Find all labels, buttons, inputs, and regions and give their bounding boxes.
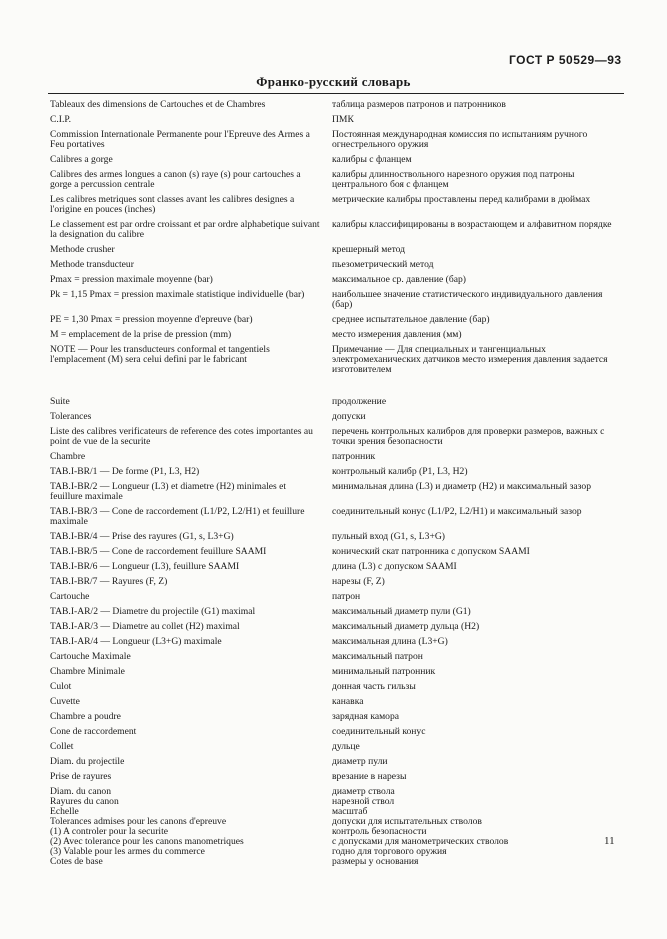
term-fr: Prise de rayures	[50, 771, 112, 782]
term-ru: дульце	[332, 741, 360, 752]
glossary-row	[50, 427, 620, 447]
term-ru: продолжение	[332, 396, 387, 407]
term-ru: патрон	[332, 591, 361, 602]
term-ru: нарезной ствол	[332, 796, 395, 807]
term-ru: максимальное ср. давление (бар)	[332, 274, 466, 285]
term-ru: нарезы (F, Z)	[332, 576, 385, 587]
term-fr: TAB.I-BR/3 — Cone de raccordement (L1/P2, L2/H1) et feuillure maximale	[50, 506, 305, 527]
glossary-row	[50, 742, 620, 752]
term-ru: максимальный патрон	[332, 651, 423, 662]
term-fr: TAB.I-AR/2 — Diametre du projectile (G1) maximal	[50, 606, 256, 617]
term-fr: Tableaux des dimensions de Cartouches et de Chambres	[50, 99, 266, 110]
glossary-row	[50, 100, 620, 110]
term-fr: Cuvette	[50, 696, 80, 707]
glossary-row	[50, 330, 620, 340]
term-fr: Le classement est par ordre croissant et par ordre alphabetique suivant la designation du calibre	[50, 219, 320, 240]
term-fr: TAB.I-BR/4 — Prise des rayures (G1, s, L3+G)	[50, 531, 234, 542]
term-ru: длина (L3) с допуском SAAMI	[332, 561, 457, 572]
glossary-row	[50, 245, 620, 255]
term-fr: Rayures du canon	[50, 796, 119, 807]
term-ru: калибры длинноствольного нарезного оружия под патроны центрального боя с фланцем	[332, 169, 575, 190]
term-ru: минимальный патронник	[332, 666, 436, 677]
glossary-row	[50, 532, 620, 542]
term-fr: Pk = 1,15 Pmax = pression maximale statistique individuelle (bar)	[50, 289, 305, 300]
term-fr: Echelle	[50, 806, 79, 817]
glossary-row	[50, 412, 620, 422]
term-ru: пьезометрический метод	[332, 259, 434, 270]
term-fr: Diam. du canon	[50, 786, 112, 797]
glossary-row	[50, 682, 620, 692]
glossary-row	[50, 397, 620, 407]
term-fr: Les calibres metriques sont classes avant les calibres designes a l'origine en pouces (inches)	[50, 194, 295, 215]
term-ru: конический скат патронника с допуском SAAMI	[332, 546, 530, 557]
term-ru: допуски для испытательных стволов	[332, 816, 482, 827]
glossary-row	[50, 482, 620, 502]
term-fr: Cone de raccordement	[50, 726, 137, 737]
glossary-row	[50, 577, 620, 587]
glossary-row	[50, 622, 620, 632]
term-fr: TAB.I-AR/3 — Diametre au collet (H2) maximal	[50, 621, 240, 632]
term-ru: калибры с фланцем	[332, 154, 412, 165]
glossary-row	[50, 452, 620, 462]
term-ru: место измерения давления (мм)	[332, 329, 462, 340]
term-ru: Постоянная международная комиссия по испытаниям ручного огнестрельного оружия	[332, 129, 588, 150]
term-ru: соединительный конус	[332, 726, 426, 737]
term-fr: Methode crusher	[50, 244, 115, 255]
term-fr: Cartouche Maximale	[50, 651, 131, 662]
glossary-row	[50, 467, 620, 477]
term-fr: (1) A controler pour la securite	[50, 826, 169, 837]
glossary-row	[50, 507, 620, 527]
term-fr: Commission Internationale Permanente pour l'Epreuve des Armes a Feu portatives	[50, 129, 310, 150]
glossary-row	[50, 772, 620, 782]
term-ru: контроль безопасности	[332, 826, 427, 837]
term-ru: максимальная длина (L3+G)	[332, 636, 448, 647]
glossary-row	[50, 115, 620, 125]
term-fr: Chambre Minimale	[50, 666, 125, 677]
term-fr: (3) Valable pour les armes du commerce	[50, 846, 205, 857]
glossary-row	[50, 757, 620, 767]
term-fr: Liste des calibres verificateurs de reference des cotes importantes au point de vue de la securite	[50, 426, 313, 447]
term-fr: Suite	[50, 396, 70, 407]
term-ru: масштаб	[332, 806, 368, 817]
glossary-row	[50, 727, 620, 737]
term-ru: максимальный диаметр пули (G1)	[332, 606, 471, 617]
glossary-row	[50, 155, 620, 165]
term-ru: минимальная длина (L3) и диаметр (H2) и максимальный зазор	[332, 481, 591, 492]
glossary-row	[50, 712, 620, 722]
term-fr: Chambre	[50, 451, 86, 462]
page-number: 11	[604, 835, 615, 847]
term-ru: ПМК	[332, 114, 354, 125]
term-fr: TAB.I-BR/2 — Longueur (L3) et diametre (H2) minimales et feuillure maximale	[50, 481, 287, 502]
term-fr: Collet	[50, 741, 74, 752]
term-fr: C.I.P.	[50, 114, 72, 125]
glossary-row	[50, 562, 620, 572]
term-fr: TAB.I-BR/5 — Cone de raccordement feuillure SAAMI	[50, 546, 267, 557]
term-ru: допуски	[332, 411, 366, 422]
term-fr: Pmax = pression maximale moyenne (bar)	[50, 274, 213, 285]
term-ru: Примечание — Для специальных и тангенциальных электромеханических датчиков место измерения давления задается изготовителем	[332, 344, 608, 375]
glossary-row	[50, 260, 620, 270]
term-fr: TAB.I-BR/6 — Longueur (L3), feuillure SAAMI	[50, 561, 240, 572]
page-title: Франко-русский словарь	[256, 74, 411, 89]
term-ru: канавка	[332, 696, 364, 707]
term-fr: (2) Avec tolerance pour les canons manometriques	[50, 836, 244, 847]
glossary-row	[50, 275, 620, 285]
term-fr: Chambre a poudre	[50, 711, 121, 722]
glossary-row	[50, 697, 620, 707]
term-fr: Tolerances	[50, 411, 92, 422]
term-fr: Cotes de base	[50, 856, 103, 867]
term-ru: таблица размеров патронов и патронников	[332, 99, 506, 110]
glossary-table	[50, 100, 620, 867]
glossary-row	[50, 857, 620, 867]
standard-number: ГОСТ Р 50529—93	[509, 53, 622, 67]
term-fr: Diam. du projectile	[50, 756, 125, 767]
glossary-row	[50, 290, 620, 310]
glossary-row	[50, 195, 620, 215]
glossary-row	[50, 220, 620, 240]
glossary-row	[50, 607, 620, 617]
term-ru: максимальный диаметр дульца (H2)	[332, 621, 480, 632]
term-fr: TAB.I-AR/4 — Longueur (L3+G) maximale	[50, 636, 222, 647]
glossary-row	[50, 667, 620, 677]
glossary-row	[50, 170, 620, 190]
glossary-row	[50, 652, 620, 662]
term-ru: перечень контрольных калибров для проверки размеров, важных с точки зрения безопасности	[332, 426, 605, 447]
term-fr: TAB.I-BR/7 — Rayures (F, Z)	[50, 576, 168, 587]
term-fr: Calibres a gorge	[50, 154, 113, 165]
term-fr: M = emplacement de la prise de pression (mm)	[50, 329, 232, 340]
term-ru: калибры классифицированы в возрастающем и алфавитном порядке	[332, 219, 612, 230]
term-fr: Methode transducteur	[50, 259, 134, 270]
glossary-row	[50, 345, 620, 375]
term-ru: диаметр пули	[332, 756, 388, 767]
term-fr: Tolerances admises pour les canons d'epreuve	[50, 816, 227, 827]
glossary-row	[50, 315, 620, 325]
term-fr: TAB.I-BR/1 — De forme (P1, L3, H2)	[50, 466, 200, 477]
term-ru: врезание в нарезы	[332, 771, 407, 782]
term-ru: соединительный конус (L1/P2, L2/H1) и максимальный зазор	[332, 506, 582, 517]
term-ru: метрические калибры проставлены перед калибрами в дюймах	[332, 194, 591, 205]
term-ru: донная часть гильзы	[332, 681, 416, 692]
glossary-row	[50, 547, 620, 557]
term-ru: патронник	[332, 451, 376, 462]
term-ru: диаметр ствола	[332, 786, 395, 797]
term-ru: наибольшее значение статистического индивидуального давления (бар)	[332, 289, 603, 310]
glossary-row	[50, 592, 620, 602]
term-ru: среднее испытательное давление (бар)	[332, 314, 490, 325]
term-ru: годно для торгового оружия	[332, 846, 447, 857]
title-rule	[48, 93, 624, 94]
term-ru: зарядная камора	[332, 711, 400, 722]
glossary-row	[50, 130, 620, 150]
term-fr: PE = 1,30 Pmax = pression moyenne d'epreuve (bar)	[50, 314, 253, 325]
term-ru: крешерный метод	[332, 244, 406, 255]
term-fr: Cartouche	[50, 591, 90, 602]
glossary-row	[50, 637, 620, 647]
term-ru: контрольный калибр (P1, L3, H2)	[332, 466, 468, 477]
term-ru: пульный вход (G1, s, L3+G)	[332, 531, 445, 542]
term-ru: размеры у основания	[332, 856, 419, 867]
term-fr: Calibres des armes longues a canon (s) raye (s) pour cartouches a gorge a percussion centrale	[50, 169, 301, 190]
term-fr: NOTE — Pour les transducteurs conformal et tangentiels l'emplacement (M) sera celui defini par le fabricant	[50, 344, 270, 365]
term-ru: с допусками для манометрических стволов	[332, 836, 509, 847]
term-fr: Culot	[50, 681, 72, 692]
